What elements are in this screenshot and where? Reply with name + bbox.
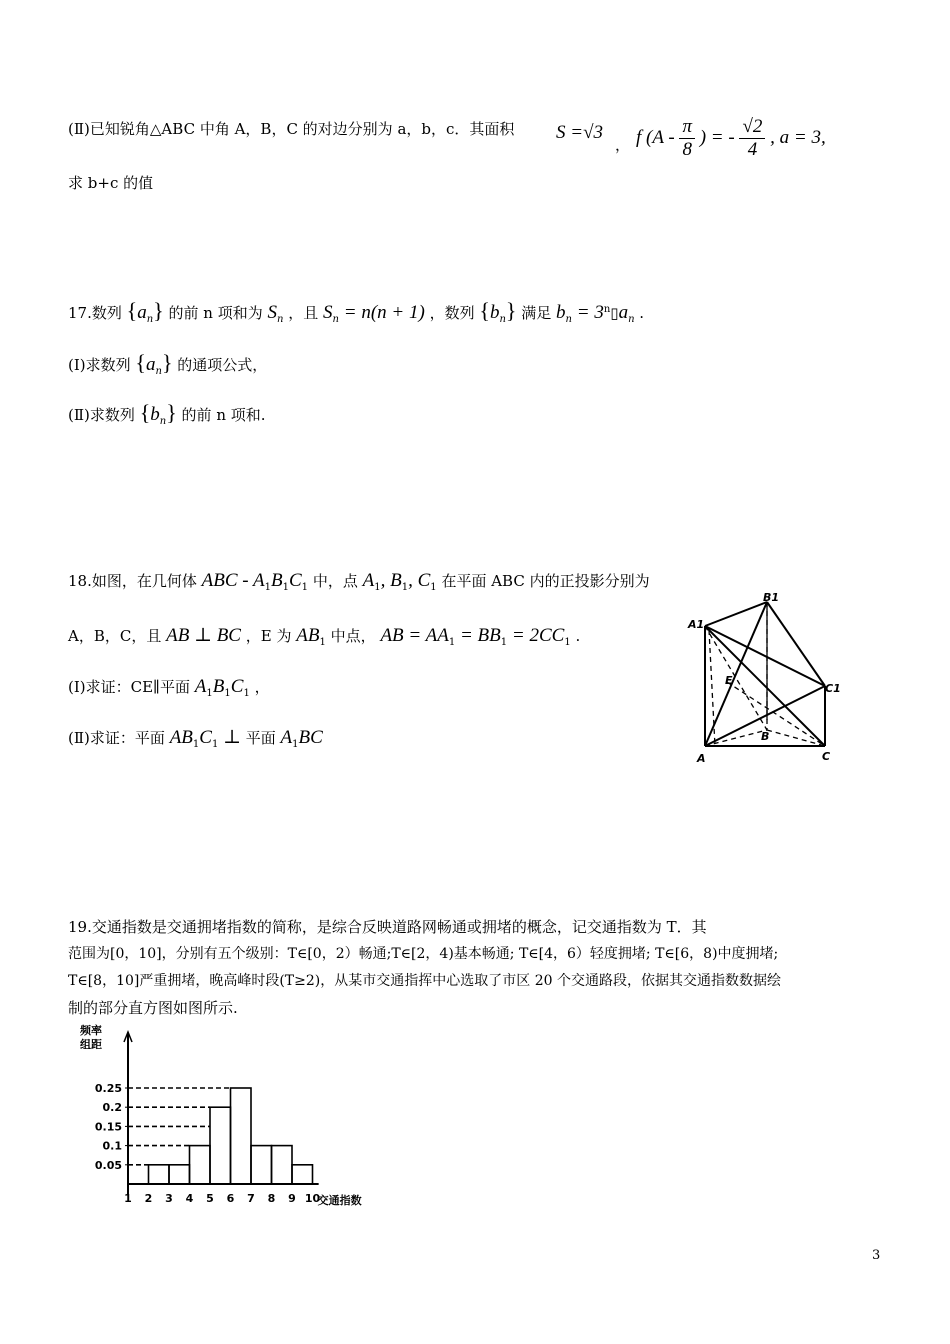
q17-t1: 17.数列	[68, 304, 122, 322]
histogram-bar	[210, 1107, 231, 1184]
label-A1: A1	[688, 618, 705, 631]
q17-t2: 的前 n 项和为	[168, 304, 263, 322]
q19-line3: T∈[8，10]严重拥堵，晚高峰时段(T≥2)，从某市交通指挥中心选取了市区 20 个交通路段，依据其交通指数数据绘	[68, 973, 781, 989]
histogram-plot	[80, 1023, 362, 1207]
q19-histogram	[78, 1022, 398, 1222]
q18-solid-figure	[685, 590, 845, 770]
q16-prefix: (Ⅱ)已知锐角△ABC 中角 A，B，C 的对边分别为 a，b，c．其面积	[68, 120, 515, 138]
y-tick-label: 0.2	[102, 1101, 122, 1115]
q16-eq: ) = -	[699, 126, 735, 148]
label-B1: B1	[763, 591, 780, 604]
q17-bn: b	[489, 302, 500, 323]
q17-part2: (Ⅱ)求数列 $\{b_n\}$ 的前 n 项和.	[68, 400, 266, 427]
q17-t3: ，且	[288, 304, 319, 322]
q18-solid: ABC - A	[201, 570, 265, 591]
q16-line1	[68, 118, 514, 139]
histogram-bar	[251, 1146, 272, 1184]
label-C: C	[822, 750, 831, 763]
y-axis-label-bottom: 组距	[80, 1038, 102, 1051]
q19-line1: 19.交通指数是交通拥堵指数的简称，是综合反映道路网畅通或拥堵的概念，记交通指数为 T．其	[68, 918, 707, 936]
q16-sep: ，	[615, 136, 631, 154]
q17-t4: ，数列	[429, 304, 475, 322]
q17-line1: 17.数列 $\{a_n\}$ 的前 n 项和为 $S_n$ ，且 $S_n = n(n + 1)$ ，数列 $\{b_n\}$ 满足 $b_n$ = $3^n▯a_n$ .	[68, 298, 645, 325]
x-tick-label: 5	[206, 1192, 214, 1205]
q18-line2: A，B，C，且 AB ⊥ BC ，E 为 $AB_1$ 中点， AB = $AA_1 = BB_1 = 2CC_1$ .	[68, 625, 581, 648]
y-axis-label-top: 频率	[80, 1024, 102, 1037]
histogram-bar	[292, 1165, 313, 1184]
q19-line2: 范围为[0，10]，分别有五个级别：T∈[0，2）畅通;T∈[2，4)基本畅通; T∈[4，6）轻度拥堵; T∈[6，8)中度拥堵;	[68, 946, 779, 962]
page-number: 3	[872, 1248, 881, 1263]
y-tick-label: 0.15	[94, 1120, 122, 1134]
x-tick-label: 1	[124, 1192, 132, 1205]
x-tick-label: 8	[267, 1192, 276, 1205]
y-tick-label: 0.1	[102, 1139, 122, 1153]
label-A: A	[697, 752, 706, 765]
label-E: E	[725, 674, 733, 687]
q16-area-formula: S =√3	[556, 122, 603, 143]
x-tick-label: 10	[304, 1192, 321, 1205]
q17-t5: 满足	[521, 304, 552, 322]
q17-part1: (I)求数列 $\{a_n\}$ 的通项公式，	[68, 350, 268, 377]
x-tick-label: 3	[165, 1192, 173, 1205]
q16-tail: , a = 3,	[770, 126, 826, 148]
x-tick-label: 9	[288, 1192, 296, 1205]
q16-sqrt2-over-4: $\frac{√2}{4}$	[739, 116, 765, 161]
q16-function	[636, 116, 826, 161]
x-tick-label: 6	[226, 1192, 235, 1205]
label-B: B	[761, 730, 770, 743]
q18-perp: AB ⊥ BC	[166, 625, 241, 646]
x-tick-label: 2	[144, 1192, 153, 1205]
q17-bn-eq: = 3	[576, 302, 604, 323]
q16-fx-left: f (A -	[636, 126, 675, 148]
q19-line4: 制的部分直方图如图所示.	[68, 999, 238, 1017]
q18-eqs: AB = AA	[380, 625, 449, 646]
q18-line1: 18.如图，在几何体 ABC - $A_1B_1C_1$ 中，点 $A_1$, $B_1$, $C_1$ 在平面 ABC 内的正投影分别为	[68, 570, 650, 593]
q18-part1: (I)求证：CE∥平面 $A_1B_1C_1$ ，	[68, 676, 270, 699]
q17-sn-eq: = n(n + 1)	[343, 302, 425, 323]
histogram-bar	[272, 1146, 293, 1184]
q17-Sn: S	[267, 302, 277, 323]
q18-part2: (Ⅱ)求证：平面 $AB_1C_1$ ⊥ 平面 $A_1BC$	[68, 727, 323, 750]
x-tick-label: 7	[247, 1192, 255, 1205]
x-axis-label: 交通指数	[317, 1194, 362, 1207]
q17-an: a	[137, 302, 147, 323]
x-tick-label: 4	[185, 1192, 194, 1205]
histogram-bar	[149, 1165, 170, 1184]
q16-pi-over-8: $\frac{\pi}{8}$	[679, 116, 695, 161]
histogram-bar	[169, 1165, 190, 1184]
y-tick-label: 0.25	[94, 1082, 122, 1095]
histogram-bar	[190, 1146, 211, 1184]
histogram-bar	[231, 1088, 252, 1184]
label-C1: C1	[825, 682, 841, 695]
q16-line2: 求 b+c 的值	[68, 174, 154, 192]
y-tick-label: 0.05	[94, 1158, 122, 1172]
